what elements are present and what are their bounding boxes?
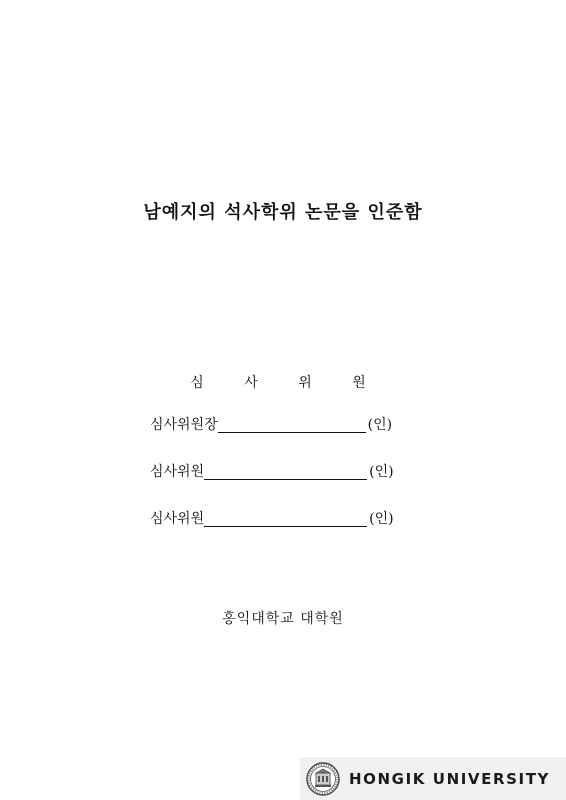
member-role-label: 심사위원 — [150, 464, 205, 480]
seal-mark: (인) — [369, 464, 394, 480]
committee-chair-signature-row — [150, 412, 450, 434]
signature-line — [204, 463, 367, 480]
seal-mark: (인) — [369, 511, 394, 527]
committee-member-signature-row — [150, 459, 450, 481]
committee-member-signature-row — [150, 506, 450, 528]
university-seal-icon — [306, 762, 340, 796]
member-role-label: 심사위원장 — [150, 417, 218, 433]
university-name: 홍익대학교 대학원 — [222, 611, 344, 627]
signature-line — [204, 510, 367, 527]
signature-line — [218, 416, 366, 433]
page-title: 남예지의 석사학위 논문을 인준함 — [143, 202, 423, 223]
university-logo — [300, 757, 566, 800]
committee-heading: 심 사 위 원 — [190, 375, 384, 391]
university-logo-text: HONGIK UNIVERSITY — [349, 769, 550, 788]
member-role-label: 심사위원 — [150, 511, 205, 527]
seal-mark: (인) — [367, 417, 393, 433]
